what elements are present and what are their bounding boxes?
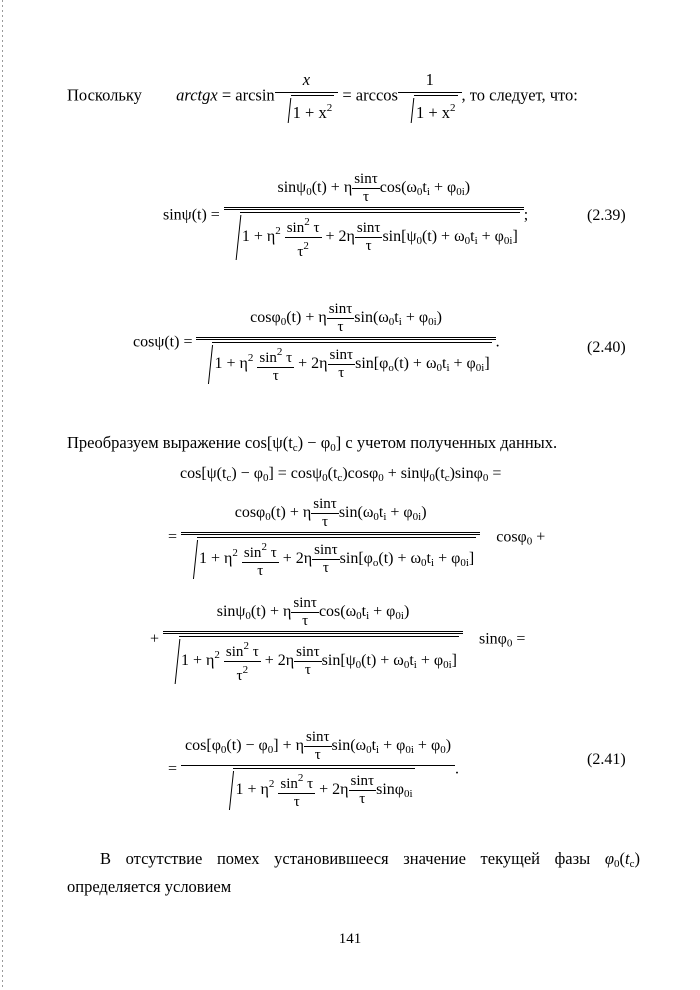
frac-one: $\frac{1}{1 + x^2}$ [398,70,462,123]
expansion-line-1: $\cos[\psi(t_c) - \varphi_0] = \cos\psi_0(t_c)\cos\varphi_0 + \sin\psi_0(t_c)\sin\varphi_0$ = [180,465,502,484]
page-number: 141 [338,931,362,947]
transform-line: Преобразуем выражение $\cos[\psi(t_c) - \varphi_0]$ с учетом полученных данных. [67,433,558,454]
intro-tail: , то следует, что: [461,85,578,105]
closing-line-2: определяется условием [67,877,232,896]
equation-number-2-41: (2.41) [587,751,626,768]
frac-x: $\frac{x}{1 + x^2}$ [275,70,339,123]
left-margin-dots [2,0,3,990]
equation-number-2-40: (2.40) [587,339,626,356]
equation-number-2-39: (2.39) [587,207,626,224]
closing-line-1: В отсутствие помех установившееся значение текущей фазы $\varphi_0(t_c)$ [100,849,640,870]
expansion-line-2: = cosφ$_0$(t) + η $\frac{\sin\tau}{\tau}$ $\sin(\omega_0t_i + \varphi_{0i})$ $1 + \eta^2$ $\frac{\sin^2 \tau}{\tau}$ + 2η $\frac{\sin\tau}{\tau}$ $\sin[\varphi_o(t) + \omega_0t_i + \varphi_{0i}]$ cosφ$_0$ + [168,496,546,579]
intro-line: Поскольку arctgx = arcsin $\frac{x}{1 + x^2}$ = arccos $\frac{1}{1 + x^2}$ , то следует, что: [67,70,578,122]
equation-2-41: = $\cos[\varphi_0(t) - \varphi_0] + \eta$ $\frac{\sin\tau}{\tau}$ $\sin(\omega_0t_i + \varphi_{0i} + \varphi_0)$ $1 + \eta^2$ $\frac{\sin^2 \tau}{\tau}$ + 2η $\frac{\sin\tau}{\tau}$ sinφ$_{0i}$ . [168,729,460,810]
eq-arccos: arccos [355,85,398,105]
eq-arcsin: arcsin [235,85,275,105]
intro-lead: Поскольку [67,85,142,105]
equation-2-39: sinψ(t) = sinψ$_0$(t) + η $\frac{\sin\tau}{\tau}$ $\cos(\omega_0t_i + \varphi_{0i})$ $1 + \eta^2$ $\frac{\sin^2 \tau}{\tau^2}$ + 2η $\frac{\sin\tau}{\tau}$ $\sin[\psi_0(t) + \omega_0t_i + \varphi_{0i}]$ ; [163,171,529,260]
eq-arctgx: arctgx [176,85,218,105]
equation-2-40: cosψ(t) = cosφ$_0$(t) + η $\frac{\sin\tau}{\tau}$ $\sin(\omega_0t_i + \varphi_{0i})$ $1 + \eta^2$ $\frac{\sin^2 \tau}{\tau}$ + 2η $\frac{\sin\tau}{\tau}$ $\sin[\varphi_o(t) + \omega_0t_i + \varphi_{0i}]$ . [133,301,500,384]
expansion-line-3: + sinψ$_0$(t) + η $\frac{\sin\tau}{\tau}$ $\cos(\omega_0t_i + \varphi_{0i})$ $1 + \eta^2$ $\frac{\sin^2 \tau}{\tau^2}$ + 2η $\frac{\sin\tau}{\tau}$ $\sin[\psi_0(t) + \omega_0t_i + \varphi_{0i}]$ sinφ$_0$ = [150,595,526,684]
